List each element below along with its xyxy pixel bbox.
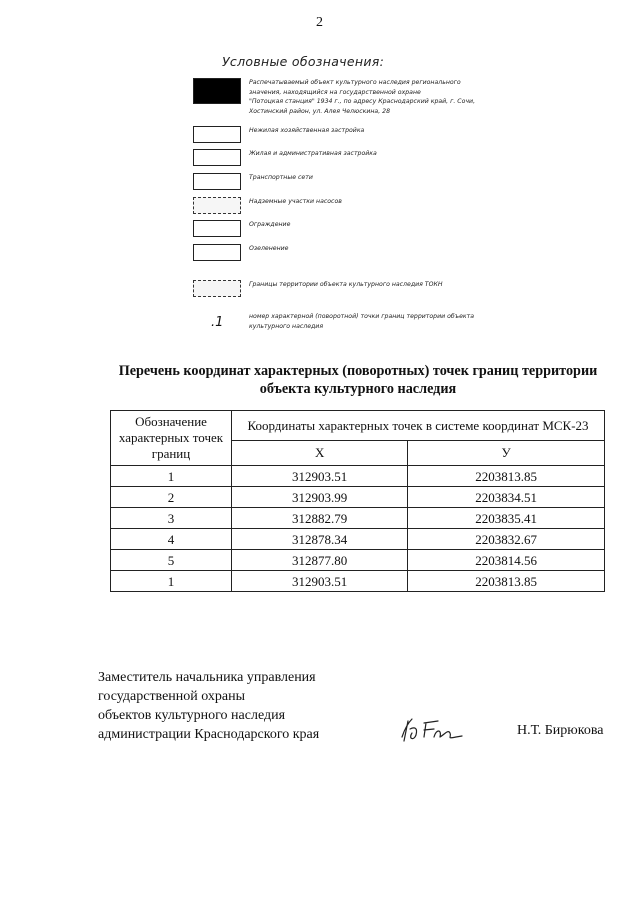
coordinates-table	[110, 410, 605, 592]
legend-symbol	[193, 78, 241, 104]
cell-point: 2	[111, 487, 232, 508]
cell-x: 312877.80	[232, 550, 408, 571]
cell-y: 2203834.51	[408, 487, 605, 508]
legend-text: номер характерной (поворотной) точки границ территории объекта культурного наследия	[249, 313, 475, 330]
point-marker-symbol: .1	[211, 315, 224, 330]
table-row	[111, 466, 605, 487]
cell-x: 312878.34	[232, 529, 408, 550]
cell-y: 2203832.67	[408, 529, 605, 550]
legend-symbol	[193, 149, 241, 166]
coordinates-body	[111, 466, 605, 592]
legend-text: Нежилая хозяйственная застройка	[249, 127, 365, 134]
cell-point: 1	[111, 571, 232, 592]
cell-x: 312903.51	[232, 466, 408, 487]
legend-text: Распечатываемый объект культурного наследия регионального значения, находящийся на государственной охране "Потоцкая станция" 1934 г., по адресу Краснодарский край, г. Сочи, Хостинский район, ул. Алея Челюскина, 28	[249, 79, 476, 115]
cell-y: 2203813.85	[408, 571, 605, 592]
table-row	[111, 571, 605, 592]
cell-y: 2203814.56	[408, 550, 605, 571]
handwritten-signature	[398, 715, 464, 745]
signer-position-line: объектов культурного наследия	[98, 708, 286, 723]
table-row	[111, 529, 605, 550]
cell-y: 2203813.85	[408, 466, 605, 487]
signer-position-line: администрации Краснодарского края	[98, 727, 320, 742]
legend-title: Условные обозначения:	[222, 54, 385, 69]
header-point: Обозначение характерных точек границ	[111, 411, 232, 466]
cell-point: 5	[111, 550, 232, 571]
signer-position-line: Заместитель начальника управления	[98, 670, 316, 685]
cell-point: 4	[111, 529, 232, 550]
table-row	[111, 550, 605, 571]
legend-text: Границы территории объекта культурного наследия ТОКН	[249, 281, 443, 288]
legend-symbol	[193, 280, 241, 297]
signer-position-line: государственной охраны	[98, 689, 246, 704]
cell-x: 312903.51	[232, 571, 408, 592]
header-y: У	[408, 440, 605, 465]
table-row	[111, 508, 605, 529]
page-number: 2	[316, 15, 323, 30]
cell-x: 312882.79	[232, 508, 408, 529]
cell-point: 3	[111, 508, 232, 529]
header-coordinates: Координаты характерных точек в системе координат МСК-23	[232, 411, 605, 441]
table-title: Перечень координат характерных (поворотных) точек границ территории объекта культурного наследия	[118, 363, 598, 397]
signer-position	[98, 668, 319, 744]
legend-text: Надземные участки насосов	[249, 198, 342, 205]
legend-symbol	[193, 220, 241, 237]
legend-text: Транспортные сети	[249, 174, 313, 181]
legend-symbol	[193, 244, 241, 261]
signer-name: Н.Т. Бирюкова	[517, 723, 604, 738]
legend-text: Жилая и административная застройка	[249, 150, 377, 157]
cell-y: 2203835.41	[408, 508, 605, 529]
legend-symbol	[193, 173, 241, 190]
legend-text: Озеленение	[249, 245, 289, 252]
table-row	[111, 487, 605, 508]
legend-symbol	[193, 197, 241, 214]
legend-text: Ограждение	[249, 221, 291, 228]
cell-point: 1	[111, 466, 232, 487]
cell-x: 312903.99	[232, 487, 408, 508]
header-x: X	[232, 440, 408, 465]
legend-symbol	[193, 126, 241, 143]
